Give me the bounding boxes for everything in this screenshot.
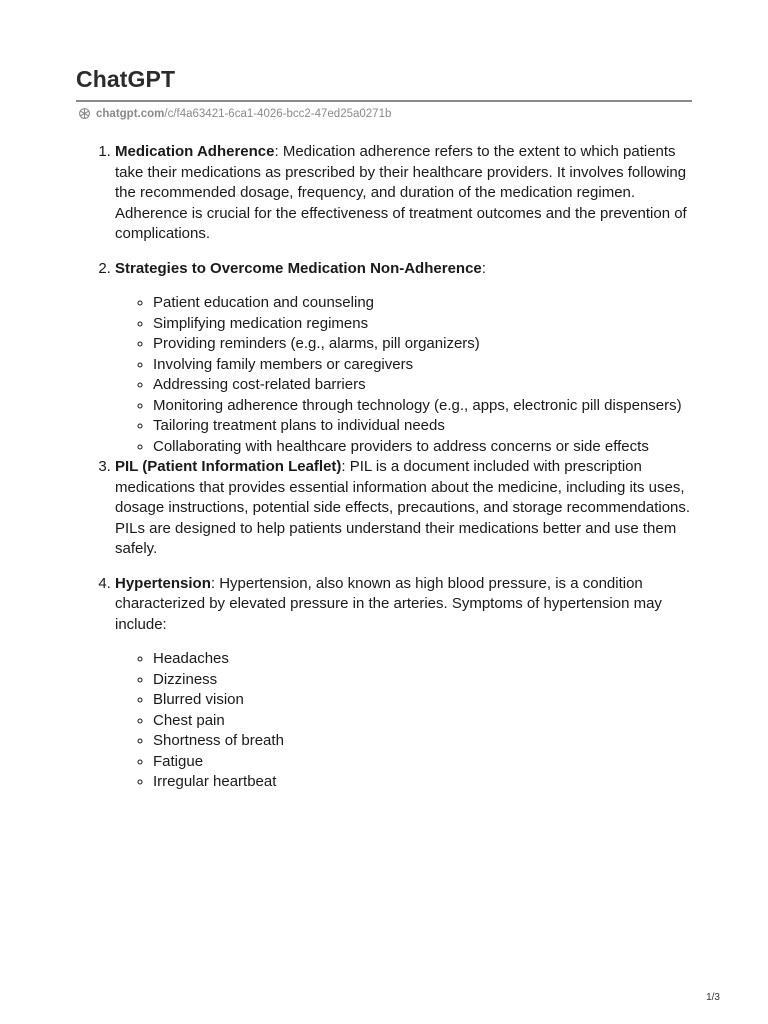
sub-list-item: ◦ Tailoring treatment plans to individual needs bbox=[153, 416, 692, 437]
sub-list-item: ◦ Monitoring adherence through technology (e.g., apps, electronic pill dispensers) bbox=[153, 396, 692, 417]
list-item-hypertension bbox=[115, 574, 692, 793]
item-term: Medication Adherence bbox=[115, 143, 275, 160]
strategies-sublist bbox=[115, 293, 692, 457]
sub-list-item: ◦ Patient education and counseling bbox=[153, 293, 692, 314]
source-path: /c/f4a63421-6ca1-4026-bcc2-47ed25a0271b bbox=[164, 107, 392, 120]
source-url bbox=[78, 107, 391, 120]
list-item-medication-adherence bbox=[115, 142, 692, 245]
list-item-strategies bbox=[115, 259, 692, 458]
sub-list-item: ◦ Irregular heartbeat bbox=[153, 772, 692, 793]
item-term: PIL (Patient Information Leaflet) bbox=[115, 458, 342, 475]
sub-list-item: ◦ Dizziness bbox=[153, 670, 692, 691]
sub-list-item: ◦ Simplifying medication regimens bbox=[153, 314, 692, 335]
sub-list-item: ◦ Providing reminders (e.g., alarms, pill organizers) bbox=[153, 334, 692, 355]
conversation-content bbox=[76, 142, 692, 793]
item-term: Hypertension bbox=[115, 574, 211, 592]
list-item-paragraph bbox=[115, 574, 692, 636]
item-text: : bbox=[481, 259, 486, 277]
list-item-paragraph bbox=[115, 142, 692, 245]
item-term: Strategies to Overcome Medication Non-Adherence bbox=[115, 259, 482, 277]
page-title: ChatGPT bbox=[76, 66, 176, 92]
symptoms-sublist bbox=[115, 649, 692, 793]
list-item-paragraph bbox=[115, 457, 692, 560]
item-text: : PIL is a document included with prescription medications that provides essential information about the medicine, including its uses, dosage instructions, potential side effects, precautions, and storage recommendations. PILs are designed to help patients understand their medications better and use them safely. bbox=[115, 458, 691, 557]
sub-list-item: ◦ Chest pain bbox=[153, 711, 692, 732]
sub-list-item: ◦ Fatigue bbox=[153, 752, 692, 773]
sub-list-item: ◦ Collaborating with healthcare providers to address concerns or side effects bbox=[153, 437, 692, 458]
sub-list-item: ◦ Headaches bbox=[153, 649, 692, 670]
list-item-pil bbox=[115, 457, 692, 560]
sub-list-item: ◦ Blurred vision bbox=[153, 690, 692, 711]
title-divider bbox=[76, 100, 692, 102]
page-number: 1/3 bbox=[706, 992, 720, 1003]
chatgpt-logo-icon bbox=[78, 107, 91, 120]
main-list bbox=[76, 142, 692, 793]
source-domain: chatgpt.com bbox=[96, 107, 165, 120]
sub-list-item: ◦ Involving family members or caregivers bbox=[153, 355, 692, 376]
sub-list-item: ◦ Shortness of breath bbox=[153, 731, 692, 752]
list-item-paragraph bbox=[115, 259, 692, 280]
item-text: : Hypertension, also known as high blood pressure, is a condition characterized by elevated pressure in the arteries. Symptoms of hypertension may include: bbox=[115, 574, 662, 633]
item-text: : Medication adherence refers to the extent to which patients take their medications as prescribed by their healthcare providers. It involves following the recommended dosage, frequency, and duration of the medication regimen. Adherence is crucial for the effectiveness of treatment outcomes and the prevention of complications. bbox=[115, 143, 687, 242]
sub-list-item: ◦ Addressing cost-related barriers bbox=[153, 375, 692, 396]
